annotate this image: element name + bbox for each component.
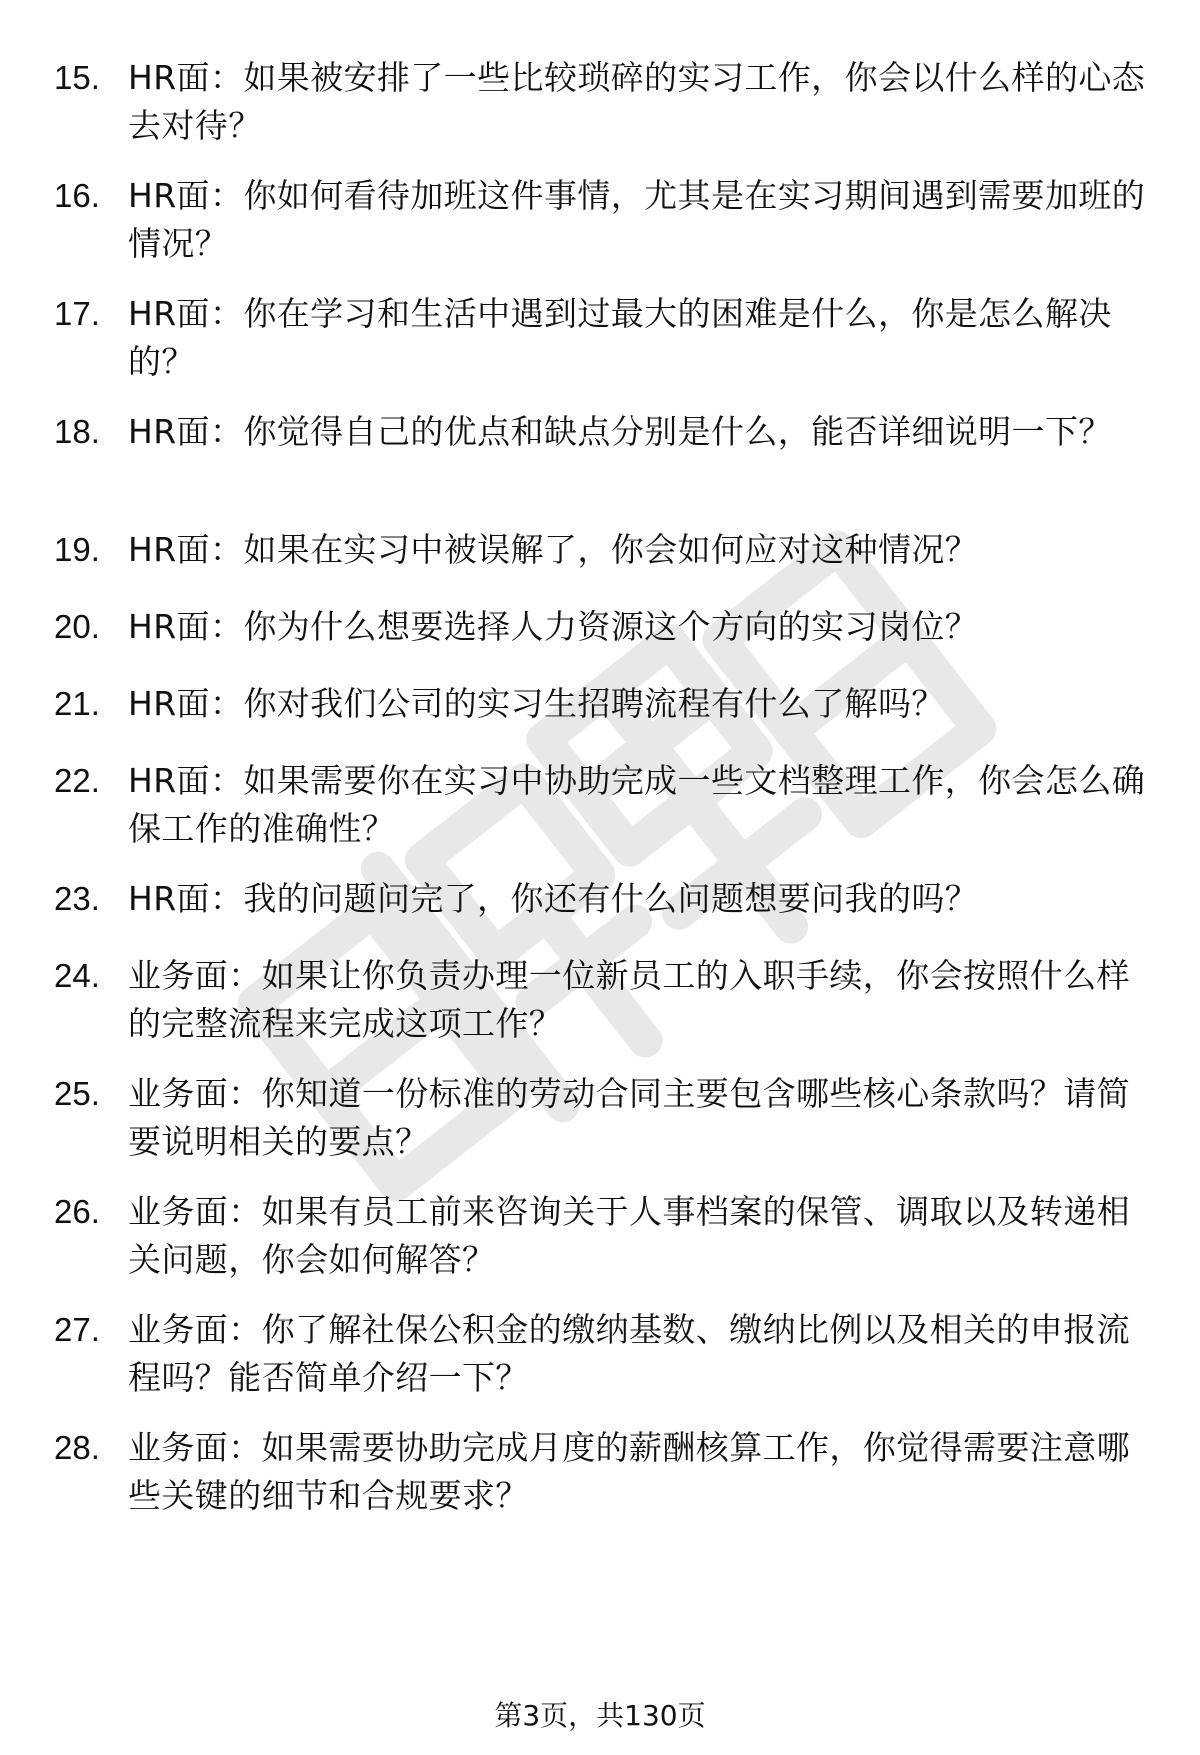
- question-text: HR面：你对我们公司的实习生招聘流程有什么了解吗？: [128, 684, 945, 723]
- question-number: 20.: [54, 608, 100, 645]
- question-number: 28.: [54, 1429, 100, 1466]
- question-text: 业务面：如果需要协助完成月度的薪酬核算工作，你觉得需要注意哪些关键的细节和合规要求？: [128, 1428, 1130, 1515]
- question-number: 19.: [54, 531, 100, 568]
- question-text: 业务面：如果让你负责办理一位新员工的入职手续，你会按照什么样的完整流程来完成这项工作？: [128, 956, 1130, 1043]
- question-number: 22.: [54, 762, 100, 799]
- question-number: 16.: [54, 177, 100, 214]
- question-text: HR面：如果需要你在实习中协助完成一些文档整理工作，你会怎么确保工作的准确性？: [128, 761, 1146, 848]
- question-text: HR面：你如何看待加班这件事情，尤其是在实习期间遇到需要加班的情况？: [128, 176, 1146, 263]
- question-text: HR面：如果在实习中被误解了，你会如何应对这种情况？: [128, 530, 979, 569]
- question-number: 27.: [54, 1311, 100, 1348]
- question-text: HR面：我的问题问完了，你还有什么问题想要问我的吗？: [128, 879, 979, 918]
- question-number: 25.: [54, 1075, 100, 1112]
- question-number: 24.: [54, 957, 100, 994]
- question-number: 17.: [54, 295, 100, 332]
- question-text: HR面：你为什么想要选择人力资源这个方向的实习岗位？: [128, 607, 979, 646]
- question-number: 21.: [54, 685, 100, 722]
- question-number: 23.: [54, 880, 100, 917]
- question-text: HR面：你在学习和生活中遇到过最大的困难是什么，你是怎么解决的？: [128, 294, 1112, 381]
- question-number: 15.: [54, 59, 100, 96]
- question-text: HR面：如果被安排了一些比较琐碎的实习工作，你会以什么样的心态去对待？: [128, 58, 1146, 145]
- question-text: 业务面：你了解社保公积金的缴纳基数、缴纳比例以及相关的申报流程吗？能否简单介绍一下？: [128, 1310, 1130, 1397]
- question-number: 18.: [54, 413, 100, 450]
- page-footer: 第3页，共130页: [494, 1699, 706, 1732]
- question-number: 26.: [54, 1193, 100, 1230]
- question-text: HR面：你觉得自己的优点和缺点分别是什么，能否详细说明一下？: [128, 412, 1112, 451]
- question-text: 业务面：你知道一份标准的劳动合同主要包含哪些核心条款吗？请简要说明相关的要点？: [128, 1074, 1130, 1161]
- question-text: 业务面：如果有员工前来咨询关于人事档案的保管、调取以及转递相关问题，你会如何解答？: [128, 1192, 1130, 1279]
